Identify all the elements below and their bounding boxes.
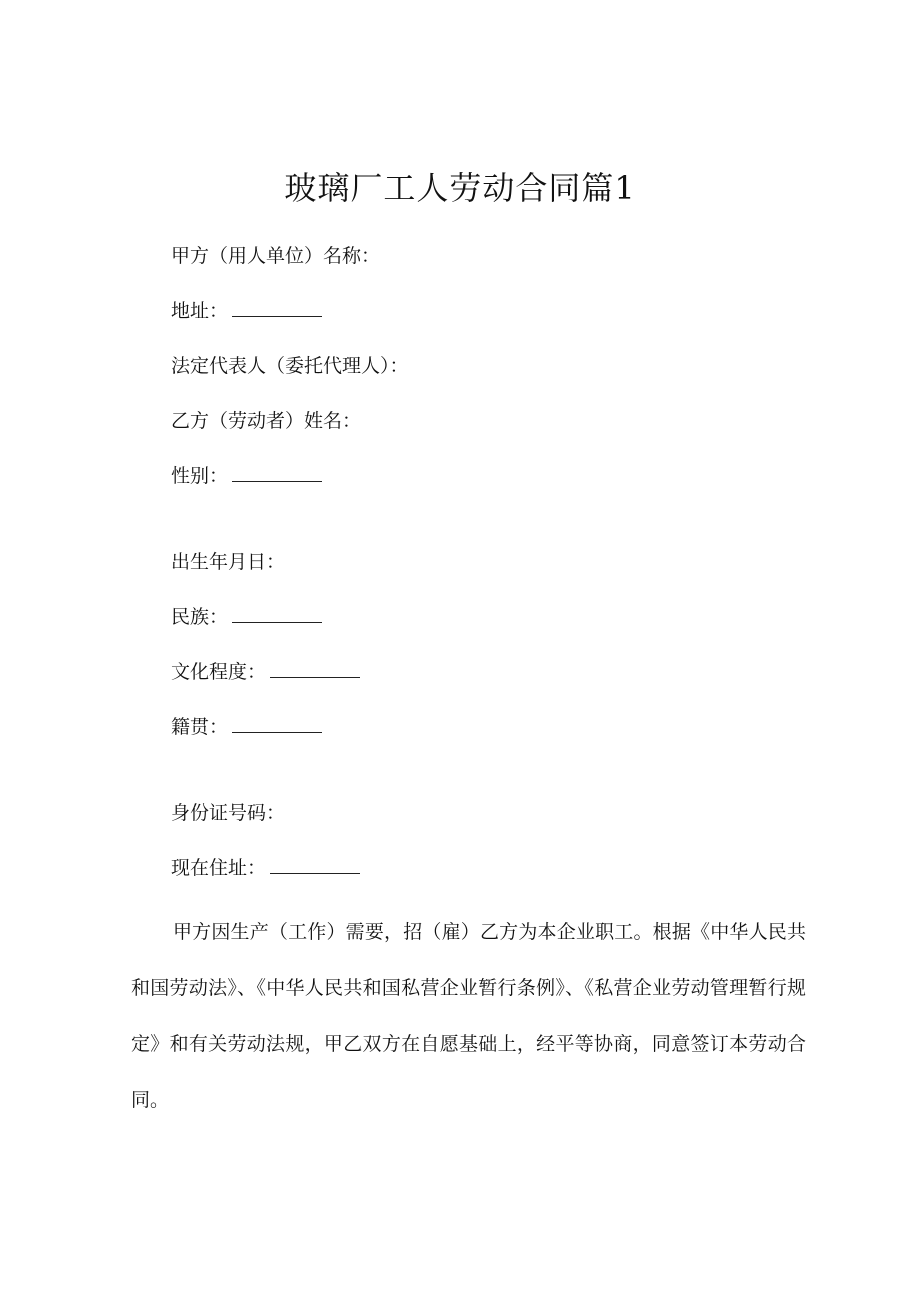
intro-paragraph: 甲方因生产（工作）需要，招（雇）乙方为本企业职工。根据《中华人民共和国劳动法》、《中华人民共和国私营企业暂行条例》、《私营企业劳动管理暂行规定》和有关劳动法规，甲乙双方在自愿基础上，经平等协商，同意签订本劳动合同。 [131, 921, 806, 1111]
fill-in-line [232, 718, 322, 733]
field-label: 现在住址： [171, 857, 267, 879]
field-label: 地址： [171, 300, 229, 322]
fill-in-line [232, 467, 322, 482]
field-label: 性别： [171, 465, 229, 487]
field-label: 民族： [171, 606, 229, 628]
field-label: 身份证号码： [171, 802, 286, 824]
fill-in-line [270, 663, 360, 678]
fill-in-line [232, 302, 322, 317]
field-label: 法定代表人（委托代理人）： [171, 355, 409, 377]
field-label: 文化程度： [171, 661, 267, 683]
field-birth-date [171, 549, 285, 575]
field-ethnicity [171, 604, 322, 630]
field-gender [171, 463, 322, 489]
document-title: 玻璃厂工人劳动合同篇1 [284, 169, 636, 207]
field-label: 籍贯： [171, 716, 229, 738]
field-native-place [171, 714, 322, 740]
field-label: 甲方（用人单位）名称： [171, 245, 381, 267]
fill-in-line [270, 859, 360, 874]
field-label: 乙方（劳动者）姓名： [171, 410, 362, 432]
field-address [171, 298, 322, 324]
field-legal-rep [171, 353, 409, 379]
field-employee-name [171, 408, 361, 434]
field-employer-name [171, 243, 380, 269]
field-id-number [171, 800, 285, 826]
fill-in-line [232, 608, 322, 623]
field-current-address [171, 855, 360, 881]
field-education [171, 659, 360, 685]
field-label: 出生年月日： [171, 551, 286, 573]
